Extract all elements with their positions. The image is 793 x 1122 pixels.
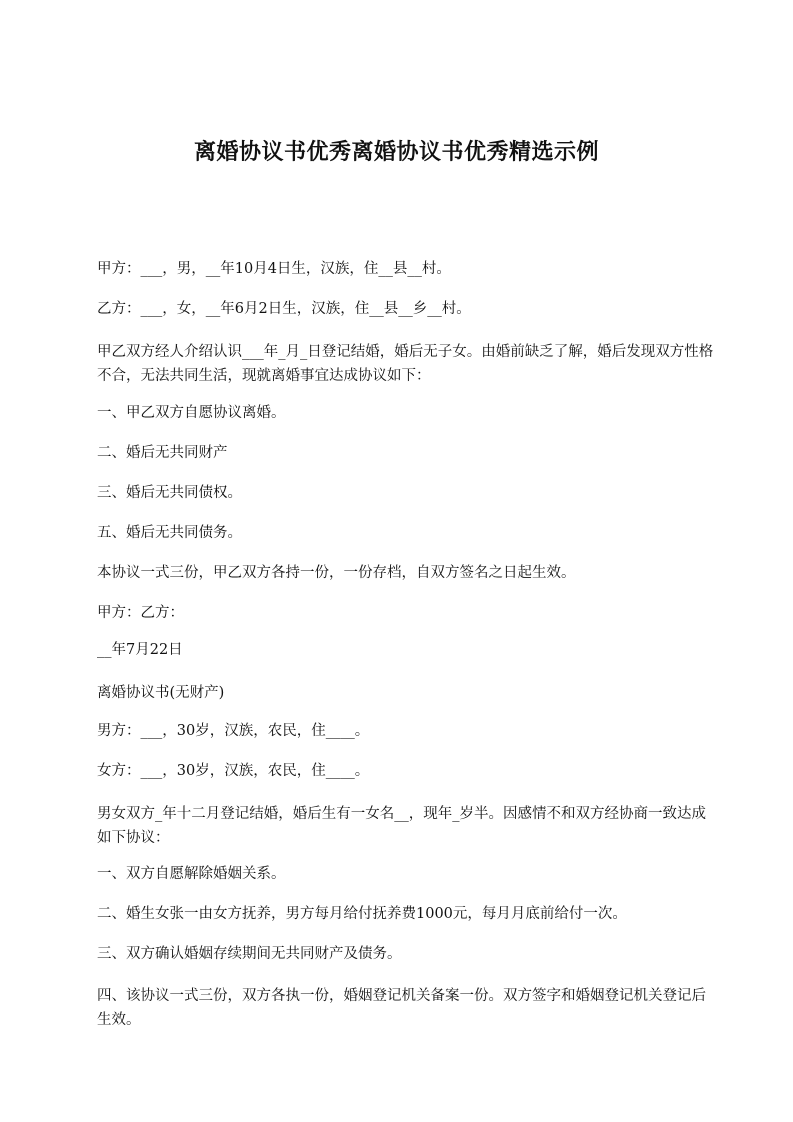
second-clause-2: 二、婚生女张一由女方抚养，男方每月给付抚养费1000元，每月月底前给付一次。 xyxy=(97,906,627,922)
clause-3: 三、婚后无共同债权。 xyxy=(97,485,242,501)
background-paragraph: 甲乙双方经人介绍认识___年_月_日登记结婚，婚后无子女。由婚前缺乏了解，婚后发现双方性格不合，无法共同生活，现就离婚事宜达成协议如下： xyxy=(97,344,714,384)
clause-5: 五、婚后无共同债务。 xyxy=(97,525,242,541)
second-clause-4: 四、该协议一式三份，双方各执一份，婚姻登记机关备案一份。双方签字和婚姻登记机关登记后生效。 xyxy=(97,988,706,1028)
document-title: 离婚协议书优秀离婚协议书优秀精选示例 xyxy=(193,139,599,165)
female-party-info: 女方：___，30岁，汉族，农民，住____。 xyxy=(97,763,370,779)
male-party-info: 男方：___，30岁，汉族，农民，住____。 xyxy=(97,723,370,739)
clause-2: 二、婚后无共同财产 xyxy=(97,445,228,461)
signature-line: 甲方：乙方： xyxy=(97,605,184,621)
second-agreement-heading: 离婚协议书(无财产) xyxy=(97,685,225,701)
second-clause-3: 三、双方确认婚姻存续期间无共同财产及债务。 xyxy=(97,946,402,962)
second-background-paragraph: 男女双方_年十二月登记结婚，婚后生有一女名__，现年_岁半。因感情不和双方经协商一致达成如下协议： xyxy=(97,806,706,846)
signing-date: __年7月22日 xyxy=(97,642,183,658)
party-a-info: 甲方：___，男，__年10月4日生，汉族，住__县__村。 xyxy=(97,261,451,277)
second-clause-1: 一、双方自愿解除婚姻关系。 xyxy=(97,866,286,882)
effectiveness-statement: 本协议一式三份，甲乙双方各持一份，一份存档，自双方签名之日起生效。 xyxy=(97,565,576,581)
clause-1: 一、甲乙双方自愿协议离婚。 xyxy=(97,405,286,421)
party-b-info: 乙方：___，女，__年6月2日生，汉族，住__县__乡__村。 xyxy=(97,301,471,317)
